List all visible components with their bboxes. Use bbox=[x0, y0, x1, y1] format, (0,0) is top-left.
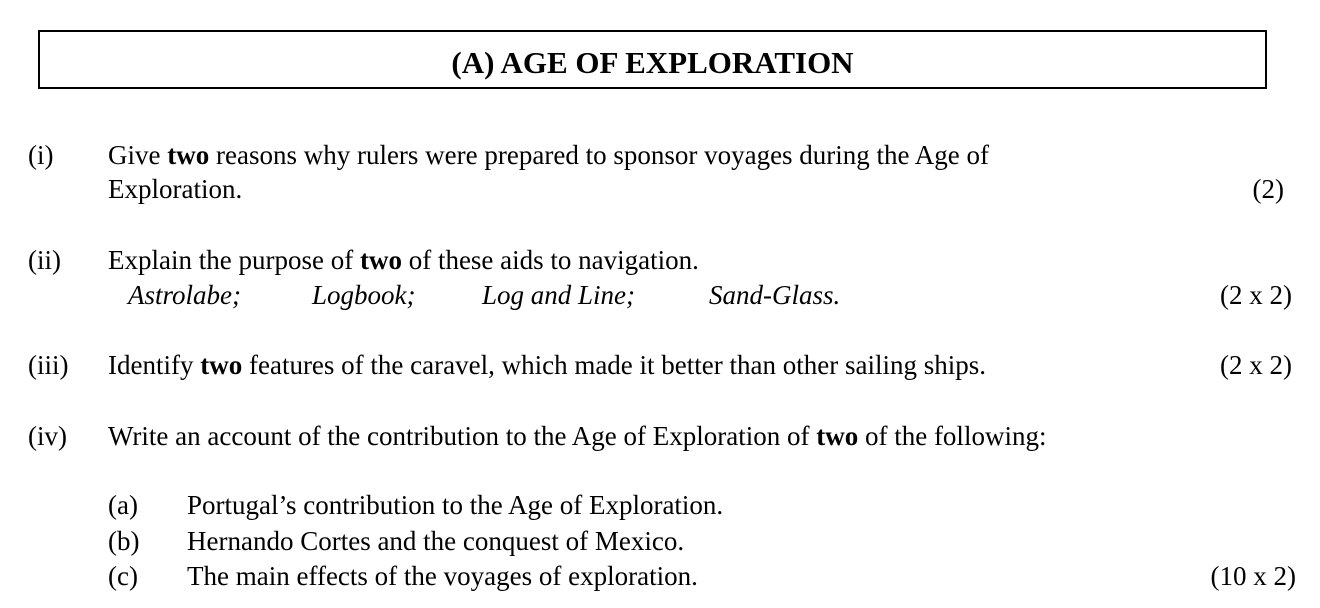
question-text: Explain the purpose of two of these aids to navigation. bbox=[108, 245, 699, 275]
section-title-box bbox=[38, 30, 1267, 89]
question-number: (i) bbox=[28, 140, 54, 170]
option-text: The main effects of the voyages of exploration. bbox=[187, 561, 698, 591]
question-number: (ii) bbox=[28, 245, 61, 275]
option-label: (a) bbox=[108, 490, 138, 520]
navigation-aid-logbook: Logbook; bbox=[312, 280, 416, 310]
question-text: Give two reasons why rulers were prepared to sponsor voyages during the Age of bbox=[108, 140, 990, 170]
question-marks: (10 x 2) bbox=[1210, 561, 1296, 591]
option-label: (c) bbox=[108, 561, 138, 591]
question-marks: (2 x 2) bbox=[1220, 280, 1292, 310]
question-text-continued: Exploration. bbox=[108, 174, 243, 204]
option-text: Hernando Cortes and the conquest of Mexico. bbox=[187, 526, 685, 556]
question-text: Identify two features of the caravel, which made it better than other sailing ships. bbox=[108, 350, 986, 380]
question-marks: (2) bbox=[1252, 174, 1284, 204]
question-number: (iii) bbox=[28, 350, 69, 380]
question-text: Write an account of the contribution to the Age of Exploration of two of the following: bbox=[108, 421, 1047, 451]
navigation-aid-log-and-line: Log and Line; bbox=[482, 280, 636, 310]
option-text: Portugal’s contribution to the Age of Exploration. bbox=[187, 490, 724, 520]
question-marks: (2 x 2) bbox=[1220, 350, 1292, 380]
navigation-aid-astrolabe: Astrolabe; bbox=[128, 280, 241, 310]
navigation-aid-sand-glass: Sand-Glass. bbox=[709, 280, 841, 310]
question-number: (iv) bbox=[28, 421, 67, 451]
section-title: (A) AGE OF EXPLORATION bbox=[451, 45, 854, 80]
option-label: (b) bbox=[108, 526, 140, 556]
